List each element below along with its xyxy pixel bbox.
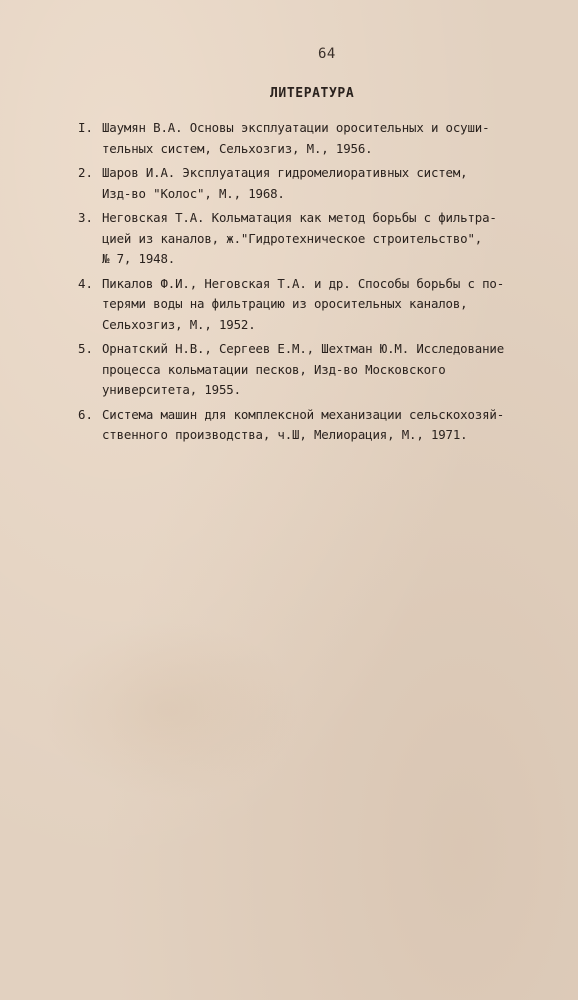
reference-line: Шаров И.А. Эксплуатация гидромелиоративных систем, xyxy=(102,165,468,180)
reference-list xyxy=(78,118,574,450)
reference-number: 4. xyxy=(78,275,93,291)
reference-text xyxy=(102,274,574,336)
reference-line: Неговская Т.А. Кольматация как метод борьбы с фильтра- xyxy=(102,210,497,225)
paper-stain xyxy=(40,620,300,800)
reference-line: Орнатский Н.В., Сергеев Е.М., Шехтман Ю.М. Исследование xyxy=(102,341,505,356)
reference-number: 6. xyxy=(78,406,93,422)
reference-line: ственного производства, ч.Ш, Мелиорация, М., 1971. xyxy=(102,427,468,442)
page-title: ЛИТЕРАТУРА xyxy=(270,86,355,101)
reference-item xyxy=(78,405,574,446)
reference-line: терями воды на фильтрацию из оросительных каналов, xyxy=(102,296,468,311)
reference-text xyxy=(102,118,574,159)
reference-line: Шаумян В.А. Основы эксплуатации оросительных и осуши- xyxy=(102,120,490,135)
reference-item xyxy=(78,208,574,270)
reference-text xyxy=(102,405,574,446)
reference-number: 2. xyxy=(78,165,93,180)
reference-text xyxy=(102,163,574,204)
reference-line: № 7, 1948. xyxy=(102,251,176,266)
reference-line: Система машин для комплексной механизации сельскохозяй- xyxy=(102,406,505,422)
reference-line: университета, 1955. xyxy=(102,382,241,397)
reference-item xyxy=(78,274,574,336)
page-number: 64 xyxy=(318,46,336,62)
reference-item xyxy=(78,163,574,204)
reference-number: I. xyxy=(78,120,93,135)
reference-item xyxy=(78,118,574,159)
reference-number: 3. xyxy=(78,210,93,225)
reference-line: тельных систем, Сельхозгиз, М., 1956. xyxy=(102,140,373,156)
reference-number: 5. xyxy=(78,341,93,356)
reference-line: Изд-во "Колос", М., 1968. xyxy=(102,185,285,201)
reference-text xyxy=(102,208,574,270)
reference-line: Пикалов Ф.И., Неговская Т.А. и др. Способы борьбы с по- xyxy=(102,275,505,291)
reference-text xyxy=(102,339,574,401)
reference-line: Сельхозгиз, М., 1952. xyxy=(102,316,256,332)
reference-item xyxy=(78,339,574,401)
reference-line: процесса кольматации песков, Изд-во Московского xyxy=(102,361,446,377)
reference-line: цией из каналов, ж."Гидротехническое строительство", xyxy=(102,230,483,246)
